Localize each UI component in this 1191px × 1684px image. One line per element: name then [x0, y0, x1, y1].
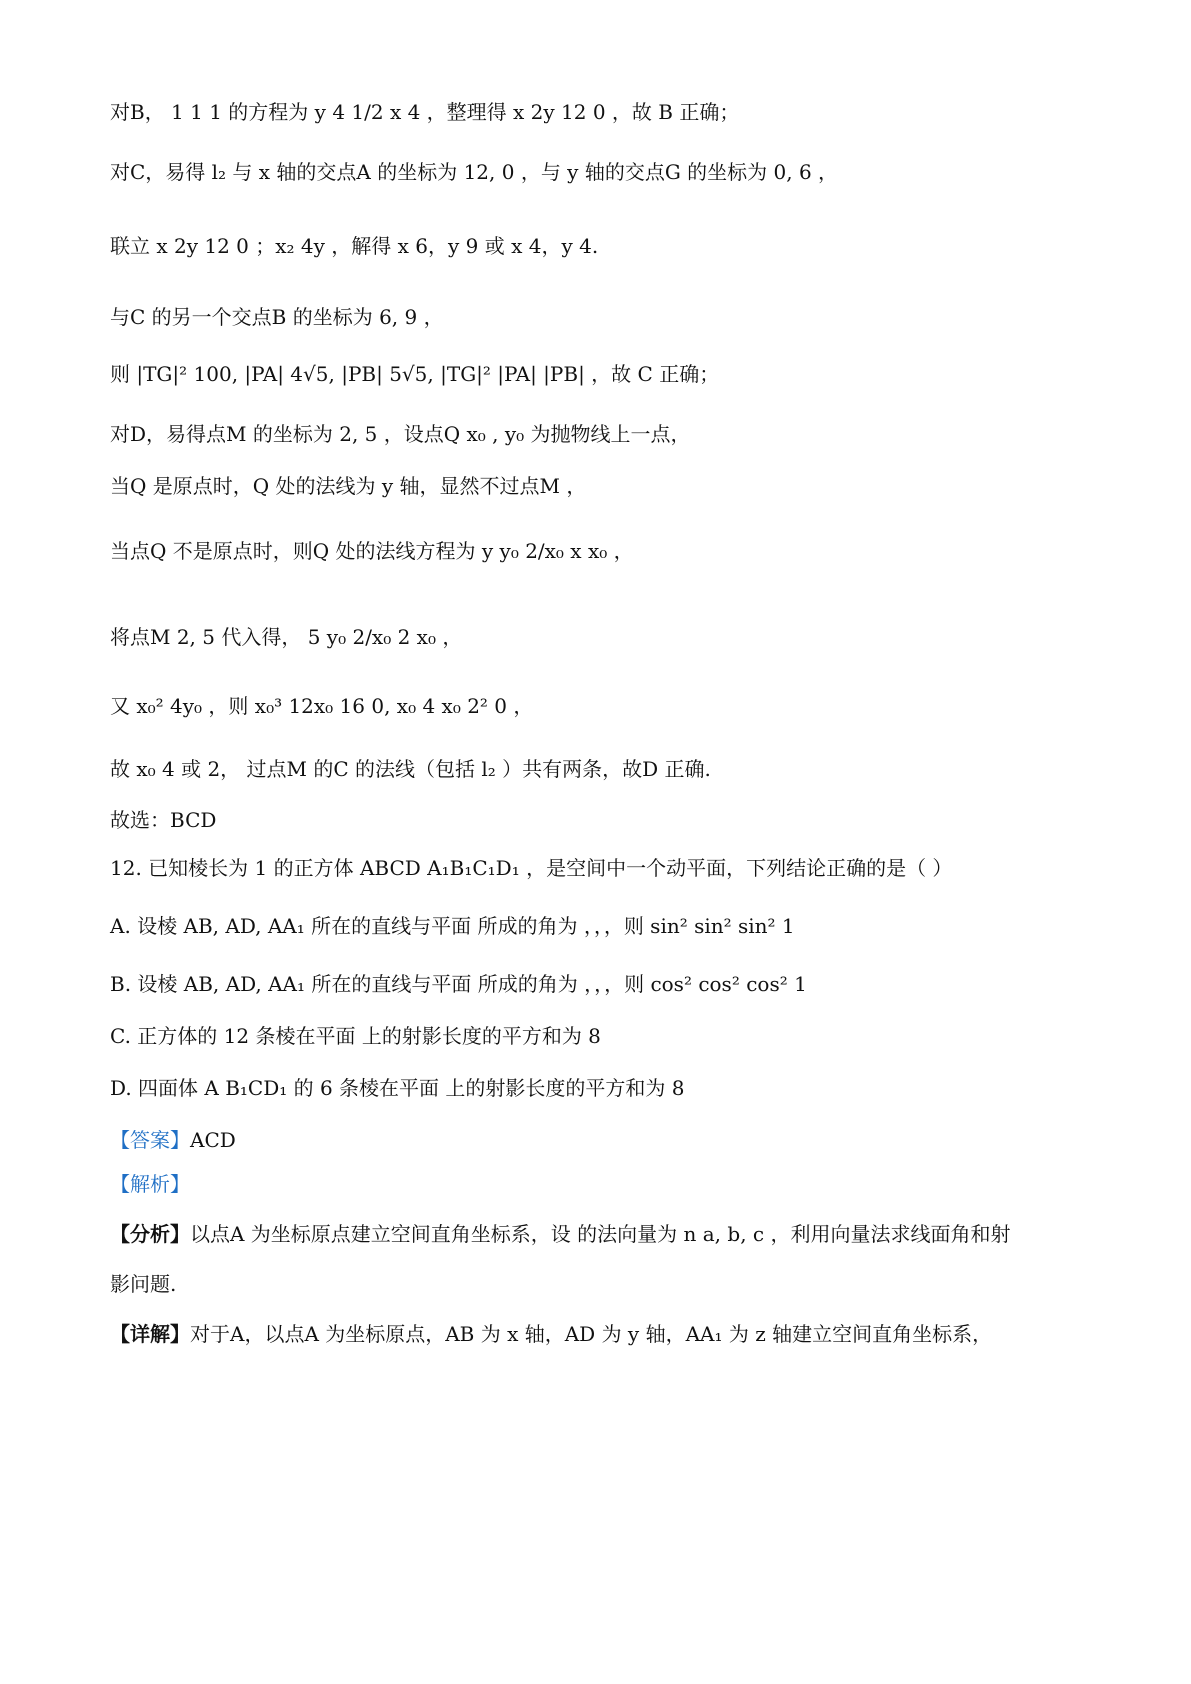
analysis-text: 以点A 为坐标原点建立空间直角坐标系，设 的法向量为 n a, b, c ，利用向量法求线面角和射 [190, 1222, 1011, 1246]
solution-line-d3: 当点Q 不是原点时，则Q 处的法线方程为 y y₀ 2/x₀ x x₀ ， [110, 539, 634, 563]
option-a: A. 设棱 AB, AD, AA₁ 所在的直线与平面 所成的角为 ，，，则 sin² sin² sin² 1 [110, 914, 795, 938]
question-12-stem: 12. 已知棱长为 1 的正方体 ABCD A₁B₁C₁D₁ ，是空间中一个动平面，下列结论正确的是（ ） [110, 856, 953, 880]
detail-line [110, 1320, 1110, 1348]
solution-line-d1: 对D，易得点M 的坐标为 2, 5 ，设点Q x₀ , y₀ 为抛物线上一点， [110, 422, 691, 446]
choice-summary: 故选：BCD [110, 808, 217, 832]
solution-line-d4: 将点M 2, 5 代入得， 5 y₀ 2/x₀ 2 x₀ ， [110, 625, 463, 649]
solution-line-point-b: 与C 的另一个交点B 的坐标为 6, 9 ， [110, 305, 444, 329]
solution-line-d5: 又 x₀² 4y₀ ，则 x₀³ 12x₀ 16 0, x₀ 4 x₀ 2² 0 ， [110, 694, 534, 718]
answer-line [110, 1126, 1110, 1154]
solution-line-c1: 对C，易得 l₂ 与 x 轴的交点A 的坐标为 12, 0 ，与 y 轴的交点G 的坐标为 0, 6 ， [110, 160, 839, 184]
analysis-tag: 【分析】 [110, 1222, 190, 1246]
solution-line-b: 对B， 1 1 1 的方程为 y 4 1/2 x 4 ，整理得 x 2y 12 0 ，故 B 正确； [110, 100, 740, 124]
solution-line-c2: 则 |TG|² 100, |PA| 4√5, |PB| 5√5, |TG|² |PA| |PB| ，故 C 正确； [110, 362, 720, 386]
detail-text: 对于A，以点A 为坐标原点，AB 为 x 轴，AD 为 y 轴，AA₁ 为 z 轴建立空间直角坐标系， [190, 1322, 993, 1346]
solution-line-system: 联立 x 2y 12 0 ；x₂ 4y ，解得 x 6，y 9 或 x 4，y 4. [110, 234, 599, 258]
option-c: C. 正方体的 12 条棱在平面 上的射影长度的平方和为 8 [110, 1024, 601, 1048]
analysis-line-2: 影问题. [110, 1272, 177, 1296]
solution-line-d2: 当Q 是原点时，Q 处的法线为 y 轴，显然不过点M ， [110, 474, 587, 498]
answer-value: ACD [190, 1128, 236, 1152]
solution-line-d6: 故 x₀ 4 或 2， 过点M 的C 的法线（包括 l₂ ）共有两条，故D 正确. [110, 757, 711, 781]
option-d: D. 四面体 A B₁CD₁ 的 6 条棱在平面 上的射影长度的平方和为 8 [110, 1076, 685, 1100]
analysis-heading: 【解析】 [110, 1172, 190, 1196]
answer-tag: 【答案】 [110, 1128, 190, 1152]
analysis-line [110, 1220, 1110, 1248]
option-b: B. 设棱 AB, AD, AA₁ 所在的直线与平面 所成的角为 ，，，则 cos² cos² cos² 1 [110, 972, 807, 996]
detail-tag: 【详解】 [110, 1322, 190, 1346]
